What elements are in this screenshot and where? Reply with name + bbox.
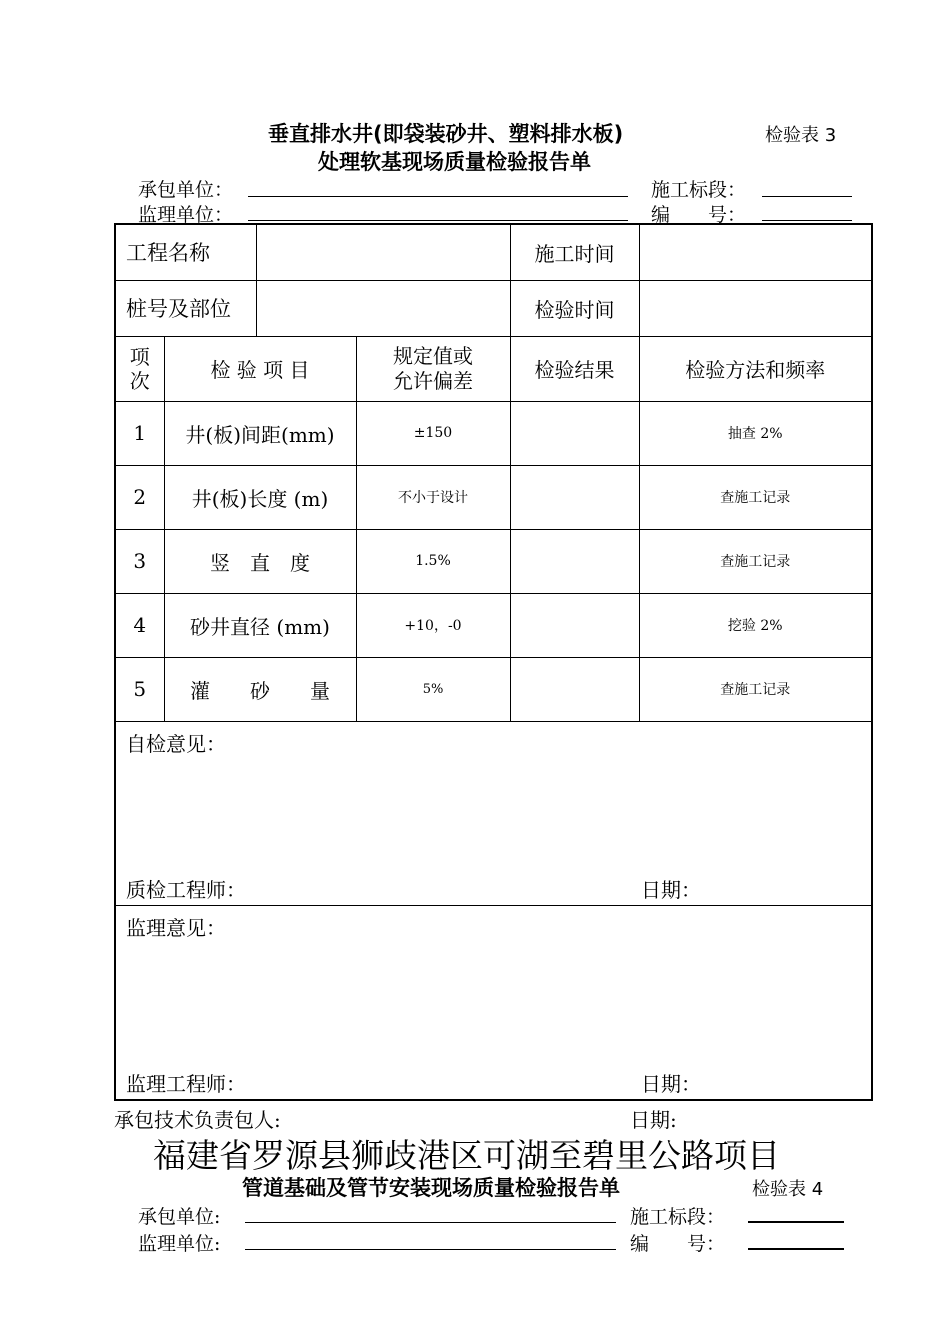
row-spec: 5% [356, 657, 510, 721]
row-item: 竖 直 度 [164, 529, 356, 593]
form3-title-line1: 垂直排水井(即袋装砂井、塑料排水板) [268, 122, 624, 146]
row-spec: +10，-0 [356, 593, 510, 657]
form4-section-line [748, 1221, 844, 1223]
form4-contractor-line [245, 1222, 616, 1223]
row-spec: ±150 [356, 401, 510, 465]
row-method: 查施工记录 [639, 657, 872, 721]
row-result[interactable] [510, 657, 639, 721]
project-title: 福建省罗源县狮歧港区可湖至碧里公路项目 [153, 1136, 780, 1175]
table-row [115, 657, 872, 721]
row-result[interactable] [510, 401, 639, 465]
qc-date-label: 日期： [641, 877, 701, 902]
row-item: 灌 砂 量 [164, 657, 356, 721]
form3-inspection-table [114, 223, 873, 1101]
qc-engineer-label: 质检工程师： [126, 877, 246, 902]
row-method: 查施工记录 [639, 465, 872, 529]
form3-section-line [762, 196, 852, 197]
tech-lead-label: 承包技术负责包人: [114, 1108, 281, 1132]
form4-contractor-label: 承包单位: [138, 1206, 221, 1228]
form4-section-label: 施工标段： [630, 1206, 726, 1228]
supervision-engineer-label: 监理工程师： [126, 1072, 246, 1096]
form3-contractor-label: 承包单位： [138, 179, 234, 201]
row-item: 井(板)长度 (m) [164, 465, 356, 529]
form4-title: 管道基础及管节安装现场质量检验报告单 [242, 1176, 620, 1200]
supervision-label: 监理意见： [126, 915, 226, 940]
supervision-section[interactable] [115, 905, 872, 1100]
row-no: 4 [115, 593, 164, 657]
tech-lead-date-label: 日期: [630, 1108, 677, 1132]
self-check-section[interactable] [115, 721, 872, 905]
form3-form-number: 检验表 3 [765, 125, 837, 146]
row-method: 挖验 2% [639, 593, 872, 657]
form3-number-label: 编 号： [651, 204, 747, 226]
col-spec-header: 规定值或 允许偏差 [356, 336, 510, 401]
row-result[interactable] [510, 465, 639, 529]
construction-time-value[interactable] [639, 224, 872, 280]
row-method: 查施工记录 [639, 529, 872, 593]
row-no: 5 [115, 657, 164, 721]
pile-position-value[interactable] [256, 280, 510, 336]
col-seq-header: 项 次 [115, 336, 164, 401]
col-result-header: 检验结果 [510, 336, 639, 401]
col-method-header: 检验方法和频率 [639, 336, 872, 401]
form3-supervisor-line [248, 220, 628, 221]
form4-supervisor-label: 监理单位: [138, 1233, 221, 1255]
row-no: 1 [115, 401, 164, 465]
form4-number-label: 编 号： [630, 1233, 726, 1255]
row-item: 井(板)间距(mm) [164, 401, 356, 465]
form4-supervisor-line [245, 1249, 616, 1250]
row-spec: 不小于设计 [356, 465, 510, 529]
form3-section-label: 施工标段： [651, 179, 747, 201]
col-item-header: 检 验 项 目 [164, 336, 356, 401]
inspection-time-label: 检验时间 [510, 280, 639, 336]
project-name-value[interactable] [256, 224, 510, 280]
construction-time-label: 施工时间 [510, 224, 639, 280]
row-item: 砂井直径 (mm) [164, 593, 356, 657]
row-no: 3 [115, 529, 164, 593]
row-result[interactable] [510, 593, 639, 657]
row-no: 2 [115, 465, 164, 529]
pile-position-label: 桩号及部位 [115, 280, 256, 336]
supervision-date-label: 日期： [641, 1072, 701, 1096]
form3-number-line [762, 220, 852, 221]
form3-supervisor-label: 监理单位： [138, 204, 234, 226]
form4-form-number: 检验表 4 [752, 1179, 824, 1200]
self-check-label: 自检意见： [126, 731, 226, 756]
row-method: 抽查 2% [639, 401, 872, 465]
project-name-label: 工程名称 [115, 224, 256, 280]
table-row [115, 401, 872, 465]
form3-contractor-line [248, 196, 628, 197]
table-row [115, 529, 872, 593]
form3-title-line2: 处理软基现场质量检验报告单 [318, 150, 591, 174]
table-row [115, 593, 872, 657]
table-row [115, 465, 872, 529]
form4-number-line [748, 1248, 844, 1250]
inspection-time-value[interactable] [639, 280, 872, 336]
row-spec: 1.5% [356, 529, 510, 593]
row-result[interactable] [510, 529, 639, 593]
